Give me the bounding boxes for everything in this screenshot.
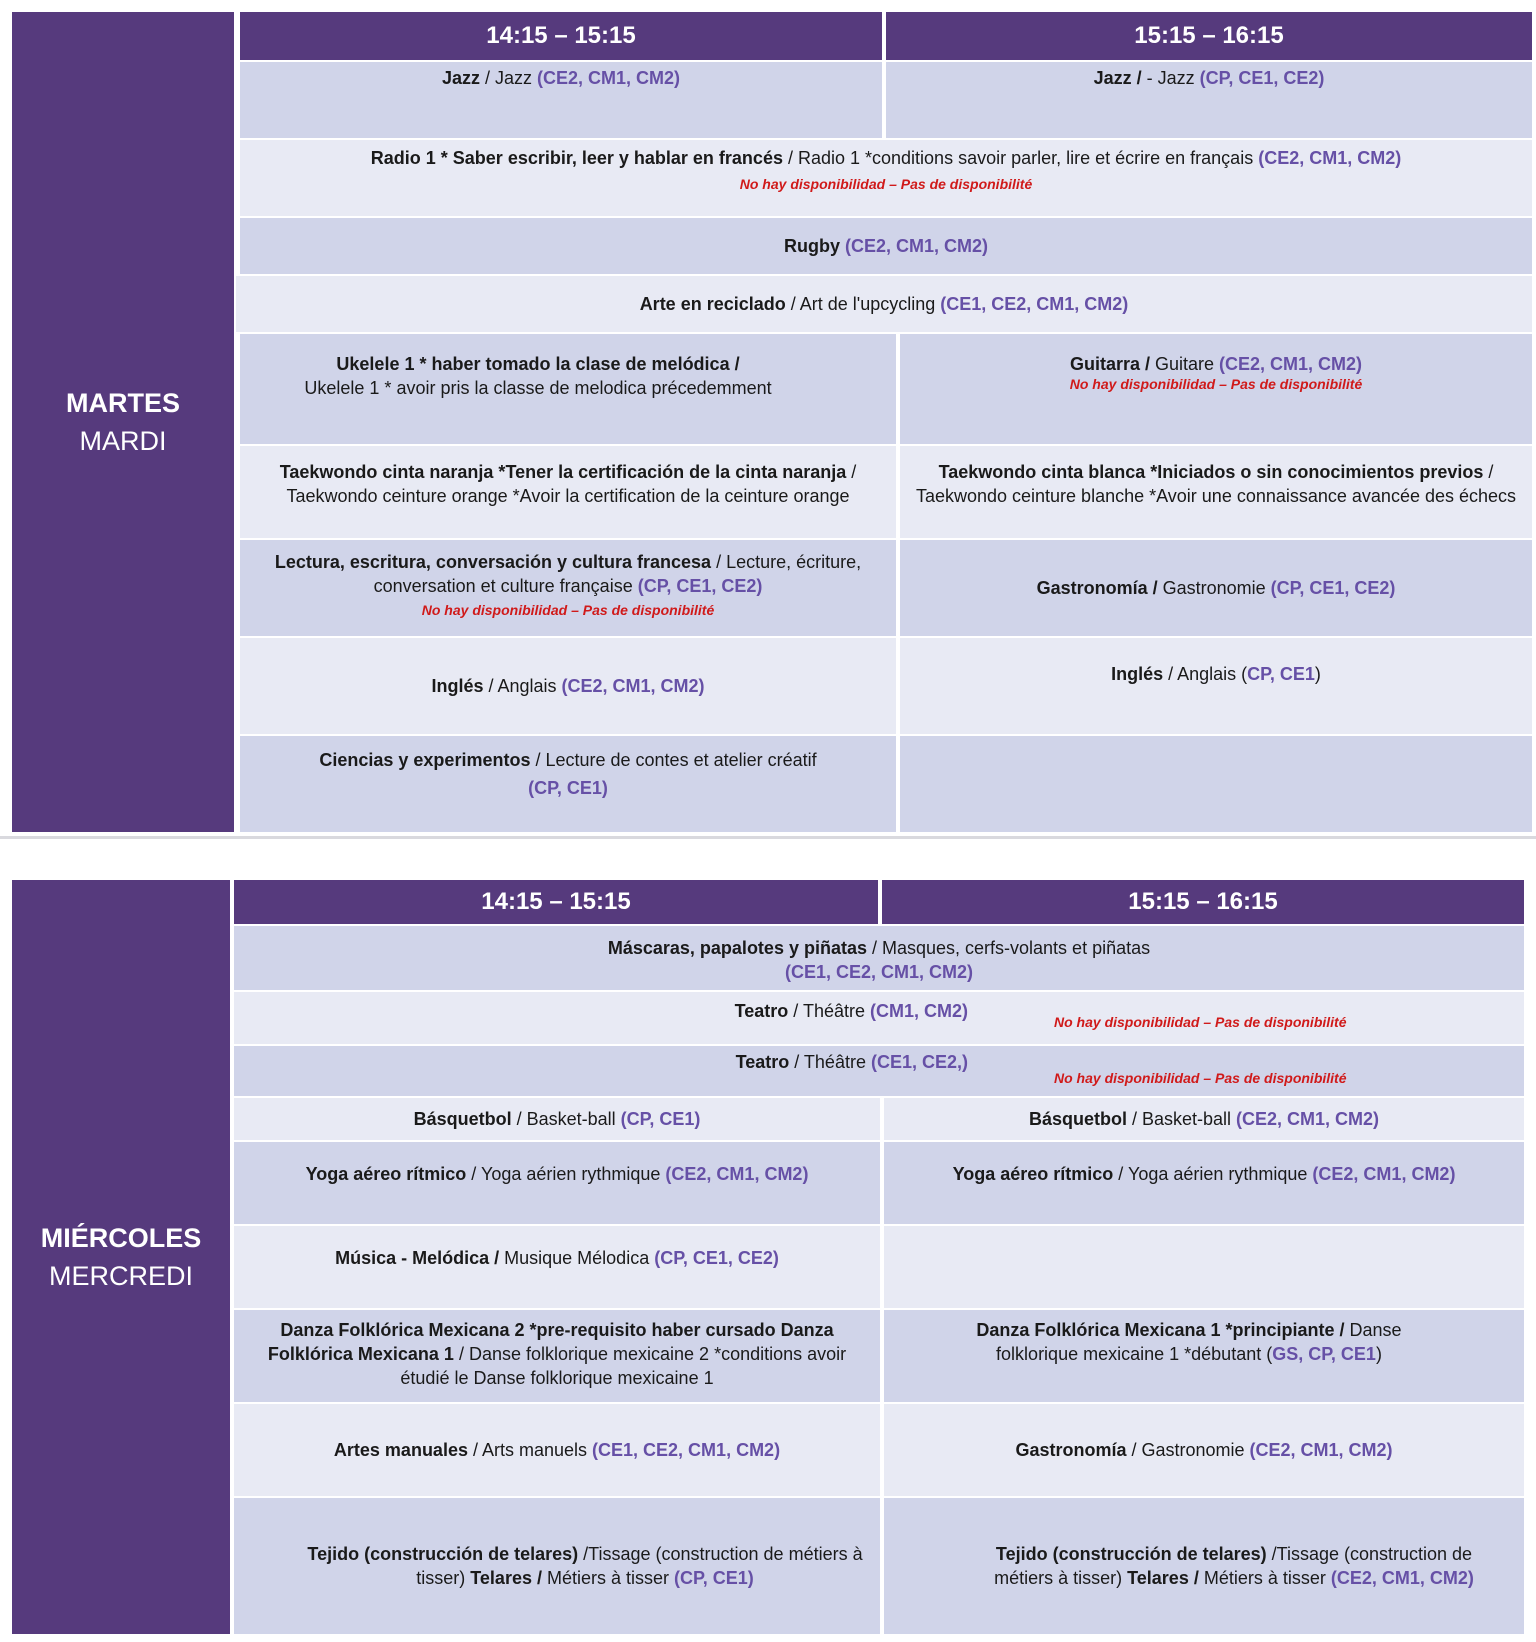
slot-header-1: 14:15 – 15:15	[240, 12, 882, 60]
no-availability-note: No hay disponibilidad – Pas de disponibilité	[1069, 376, 1363, 392]
activity-subname-fr: Métiers à tisser	[541, 1568, 675, 1588]
activity-name-es: Yoga aéreo rítmico	[305, 1164, 467, 1184]
activity-name-es: Gastronomía /	[1036, 578, 1158, 598]
grade-levels: (CE1, CE2, CM1, CM2)	[784, 962, 974, 982]
activity-name-fr: / Radio 1 *conditions savoir parler, lire et écrire en français	[782, 148, 1259, 168]
activity-name-fr: / Yoga aérien rythmique	[466, 1164, 666, 1184]
grade-levels: (CE2, CM1, CM2)	[1249, 1440, 1393, 1460]
activity-name-es: Artes manuales	[333, 1440, 468, 1460]
activity-tejido-slot1	[234, 1498, 880, 1634]
grade-levels: (CP, CE1, CE2)	[637, 576, 763, 596]
paren-close: )	[1314, 664, 1321, 684]
activity-basquetbol-slot2	[884, 1098, 1524, 1140]
activity-ukelele	[240, 334, 896, 444]
slot-header-2: 15:15 – 16:15	[886, 12, 1532, 60]
activity-name-fr: Ukelele 1 * avoir pris la classe de melodica précedemment	[304, 378, 772, 398]
activity-teatro-1	[234, 992, 1524, 1044]
activity-subname-fr: Métiers à tisser	[1198, 1568, 1331, 1588]
activity-name-fr: / Taekwondo ceinture orange *Avoir la certification de la ceinture orange	[286, 462, 857, 506]
activity-name-es: Yoga aéreo rítmico	[952, 1164, 1114, 1184]
activity-name-es: Inglés	[431, 676, 484, 696]
grade-levels: (CE2, CM1, CM2)	[1236, 1109, 1380, 1129]
empty-cell	[884, 1226, 1524, 1308]
grade-levels: (CE1, CE2, CM1, CM2)	[940, 294, 1129, 314]
activity-jazz-slot1	[240, 62, 882, 138]
activity-name-es: Teatro	[735, 1052, 790, 1072]
activity-name-fr: / Yoga aérien rythmique	[1113, 1164, 1313, 1184]
activity-name-fr: / Jazz	[480, 68, 538, 88]
activity-taekwondo-blanca	[900, 446, 1532, 538]
activity-tejido-slot2	[884, 1498, 1524, 1634]
activity-yoga-slot1	[234, 1142, 880, 1224]
activity-name-es: Ukelele 1 * haber tomado la clase de melódica /	[336, 354, 740, 374]
activity-name-es: Gastronomía	[1015, 1440, 1127, 1460]
activity-name-es: Inglés	[1111, 664, 1164, 684]
activity-name-es: Lectura, escritura, conversación y cultura francesa	[274, 552, 712, 572]
activity-name-fr: / Art de l'upcycling	[785, 294, 941, 314]
day-label-tuesday	[12, 12, 234, 832]
day-label-wednesday	[12, 880, 230, 1634]
no-availability-note: No hay disponibilidad – Pas de disponibilité	[421, 602, 715, 618]
activity-name-es: Tejido (construcción de telares)	[307, 1544, 579, 1564]
activity-guitarra	[900, 334, 1532, 444]
activity-name-fr: /Tissage (construction de métiers à tisser)	[994, 1544, 1473, 1588]
activity-name-fr: / Masques, cerfs-volants et piñatas	[866, 938, 1151, 958]
day-name-es: MARTES	[66, 388, 180, 418]
activity-teatro-2	[234, 1046, 1524, 1096]
activity-subname-es: Telares /	[1127, 1568, 1199, 1588]
activity-name-fr: / Basket-ball	[1126, 1109, 1237, 1129]
section-divider	[0, 836, 1536, 839]
activity-name-fr: /Tissage (construction de métiers à tisser)	[416, 1544, 863, 1588]
activity-name-fr: / Lecture, écriture, conversation et culture française	[373, 552, 862, 596]
paren-close: )	[1375, 1344, 1382, 1364]
activity-subname-es: Telares /	[470, 1568, 542, 1588]
activity-gastronomia	[900, 540, 1532, 636]
activity-name-fr: Gastronomie	[1157, 578, 1271, 598]
grade-levels: (CE2, CM1, CM2)	[839, 236, 989, 256]
grade-levels: (CE1, CE2,)	[870, 1052, 968, 1072]
grade-levels: (CE2, CM1, CM2)	[537, 68, 681, 88]
slot-header-1: 14:15 – 15:15	[234, 880, 878, 924]
grade-levels: (CP, CE1)	[674, 1568, 754, 1588]
activity-name-es: Radio 1 * Saber escribir, leer y hablar en francés	[370, 148, 783, 168]
grade-levels: (CE2, CM1, CM2)	[1258, 148, 1402, 168]
activity-name-es: Música - Melódica /	[335, 1248, 500, 1268]
activity-basquetbol-slot1	[234, 1098, 880, 1140]
activity-name-fr: / Anglais (	[1163, 664, 1248, 684]
activity-danza-folklorica-1	[884, 1310, 1524, 1402]
activity-name-fr: / Basket-ball	[511, 1109, 621, 1129]
grade-levels: GS, CP, CE1	[1272, 1344, 1376, 1364]
activity-artes-manuales	[234, 1404, 880, 1496]
activity-danza-folklorica-2	[234, 1310, 880, 1402]
activity-musica-melodica	[234, 1226, 880, 1308]
activity-name-fr: - Jazz	[1146, 68, 1200, 88]
activity-lectura-francesa	[240, 540, 896, 636]
activity-name-es: Taekwondo cinta naranja *Tener la certificación de la cinta naranja	[279, 462, 847, 482]
activity-gastronomia	[884, 1404, 1524, 1496]
activity-name-es: Jazz /	[1093, 68, 1147, 88]
activity-ciencias	[240, 736, 896, 832]
activity-name-es: Teatro	[734, 1001, 789, 1021]
activity-name-es: Taekwondo cinta blanca *Iniciados o sin conocimientos previos	[938, 462, 1484, 482]
activity-name-es: Danza Folklórica Mexicana 1 *principiante /	[976, 1320, 1345, 1340]
activity-name-fr: / Lecture de contes et atelier créatif	[530, 750, 817, 770]
activity-mascaras	[234, 926, 1524, 990]
grade-levels: CP, CE1	[1247, 664, 1315, 684]
activity-taekwondo-naranja	[240, 446, 896, 538]
no-availability-note: No hay disponibilidad – Pas de disponibilité	[1054, 1014, 1347, 1030]
grade-levels: (CE2, CM1, CM2)	[1219, 354, 1363, 374]
activity-name-es: Básquetbol	[1028, 1109, 1127, 1129]
activity-name-fr: / Danse folklorique mexicaine 2 *conditions avoir étudié le Danse folklorique mexicaine 1	[400, 1344, 847, 1388]
grade-levels: (CE2, CM1, CM2)	[1312, 1164, 1456, 1184]
activity-name-fr: Musique Mélodica	[499, 1248, 655, 1268]
activity-name-fr: / Anglais	[483, 676, 562, 696]
activity-name-fr: / Théâtre	[788, 1001, 870, 1021]
grade-levels: (CP, CE1)	[528, 778, 608, 798]
activity-name-fr: / Arts manuels	[467, 1440, 593, 1460]
activity-name-es: Básquetbol	[413, 1109, 512, 1129]
activity-ingles-slot2	[900, 638, 1532, 734]
activity-arte-reciclado	[236, 276, 1532, 332]
activity-name-es: Tejido (construcción de telares)	[995, 1544, 1267, 1564]
activity-jazz-slot2	[886, 62, 1532, 138]
activity-name-es: Máscaras, papalotes y piñatas	[607, 938, 867, 958]
activity-name-es: Rugby	[783, 236, 840, 256]
grade-levels: (CE2, CM1, CM2)	[561, 676, 705, 696]
activity-name-es: Danza Folklórica Mexicana 2 *pre-requisito haber cursado Danza Folklórica Mexicana 1	[267, 1320, 834, 1364]
activity-name-es: Arte en reciclado	[639, 294, 786, 314]
no-availability-note: No hay disponibilidad – Pas de disponibilité	[1054, 1070, 1347, 1086]
grade-levels: (CP, CE1, CE2)	[654, 1248, 779, 1268]
activity-name-fr: Guitare	[1149, 354, 1220, 374]
activity-name-fr: / Théâtre	[789, 1052, 871, 1072]
activity-rugby	[240, 218, 1532, 274]
empty-cell	[900, 736, 1532, 832]
activity-name-es: Jazz	[441, 68, 480, 88]
activity-radio	[240, 140, 1532, 216]
activity-name-fr: / Taekwondo ceinture blanche *Avoir une connaissance avancée des échecs	[915, 462, 1517, 506]
no-availability-note: No hay disponibilidad – Pas de disponibilité	[739, 176, 1033, 192]
grade-levels: (CP, CE1, CE2)	[1199, 68, 1325, 88]
activity-name-fr: / Gastronomie	[1126, 1440, 1250, 1460]
grade-levels: (CE2, CM1, CM2)	[1330, 1568, 1474, 1588]
activity-name-fr: Danse folklorique mexicaine 1 *débutant (	[996, 1320, 1402, 1364]
grade-levels: (CE1, CE2, CM1, CM2)	[592, 1440, 781, 1460]
grade-levels: (CM1, CM2)	[870, 1001, 968, 1021]
activity-name-es: Ciencias y experimentos	[319, 750, 531, 770]
day-name-es: MIÉRCOLES	[40, 1223, 202, 1253]
grade-levels: (CP, CE1)	[620, 1109, 701, 1129]
activity-yoga-slot2	[884, 1142, 1524, 1224]
grade-levels: (CE2, CM1, CM2)	[665, 1164, 809, 1184]
slot-header-2: 15:15 – 16:15	[882, 880, 1524, 924]
activity-ingles-slot1	[240, 638, 896, 734]
day-name-fr: MERCREDI	[48, 1261, 193, 1291]
grade-levels: (CP, CE1, CE2)	[1270, 578, 1396, 598]
activity-name-es: Guitarra /	[1069, 354, 1150, 374]
day-name-fr: MARDI	[79, 426, 167, 456]
